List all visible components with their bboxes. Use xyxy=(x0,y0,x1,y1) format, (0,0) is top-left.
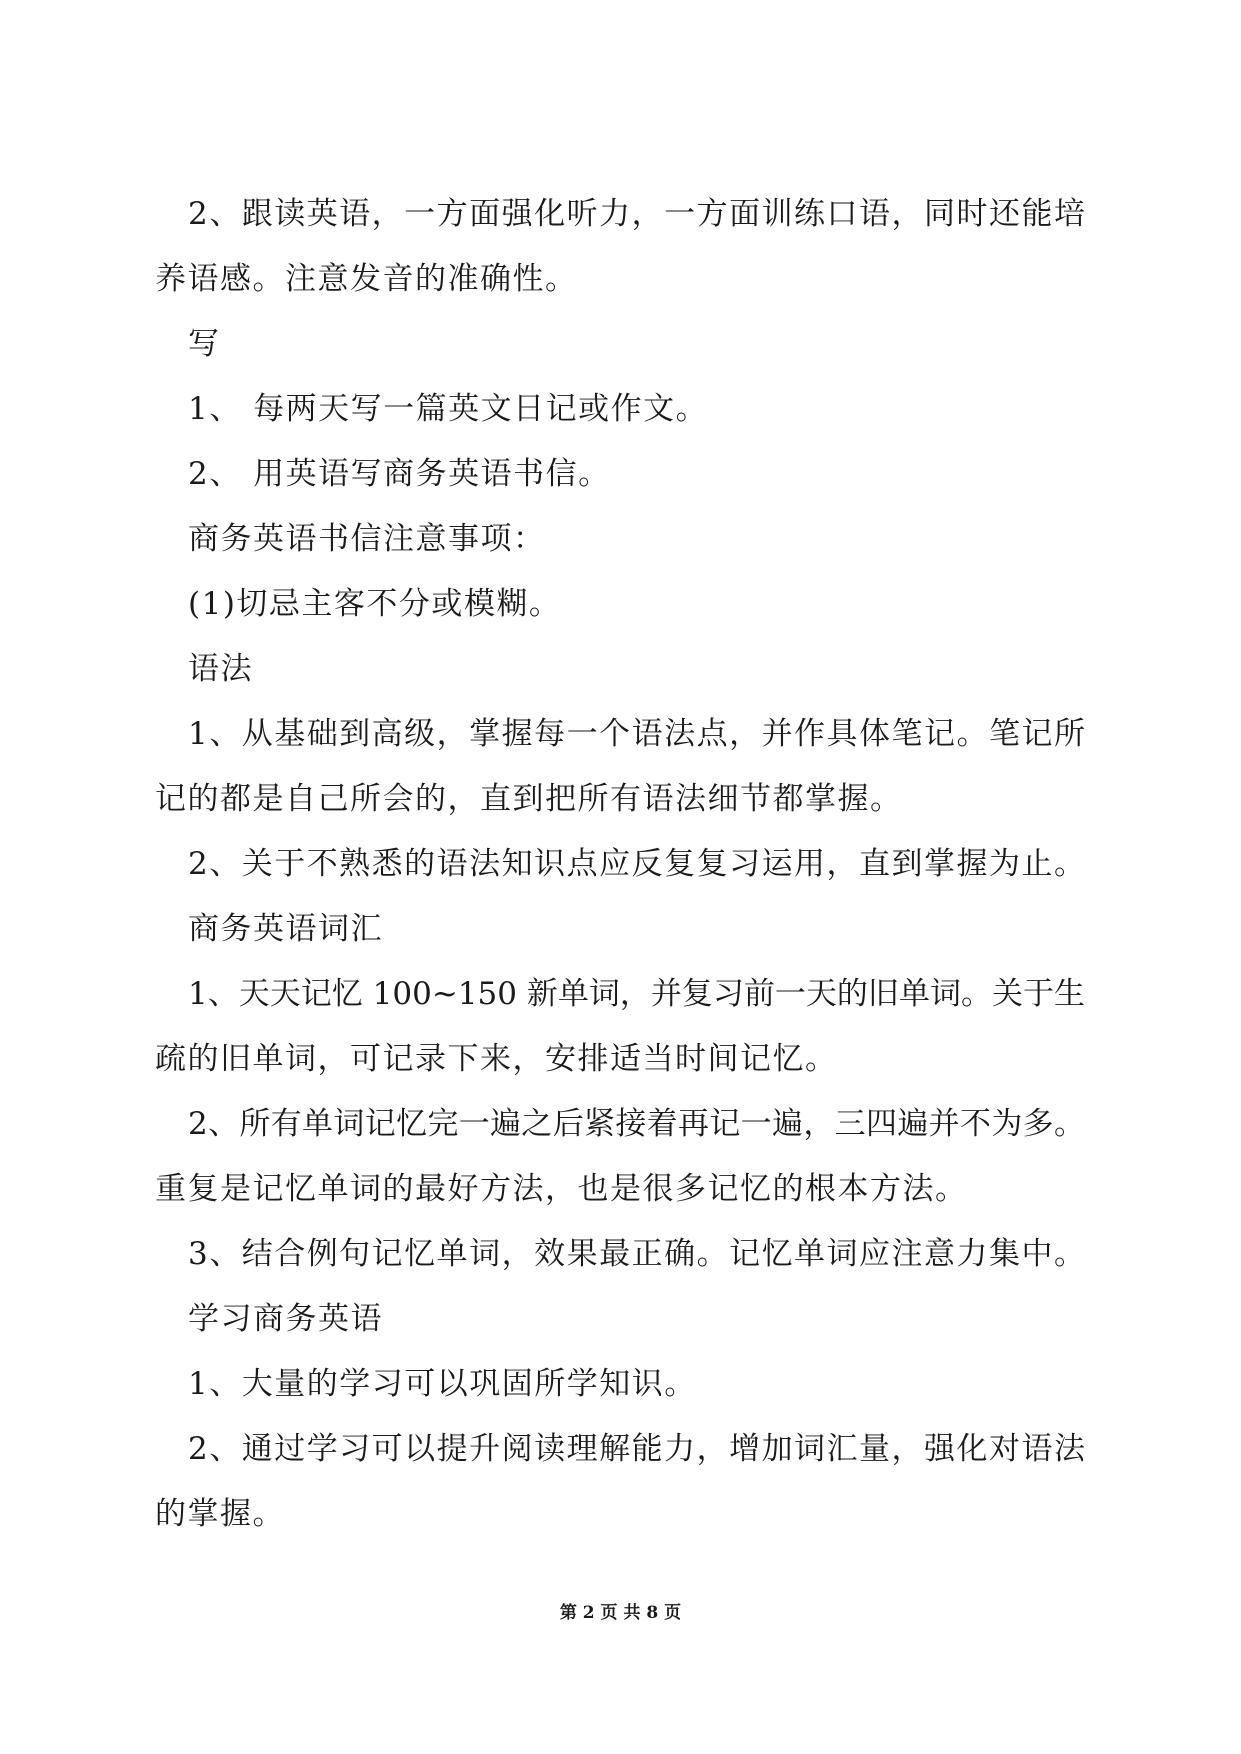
document-body xyxy=(155,182,1085,1547)
paragraph-line: 2、关于不熟悉的语法知识点应反复复习运用，直到掌握为止。 xyxy=(188,846,1085,882)
paragraph-line: 重复是记忆单词的最好方法，也是很多记忆的根本方法。 xyxy=(155,1171,968,1207)
section-heading-writing: 写 xyxy=(188,326,221,362)
subsection-heading: 商务英语书信注意事项： xyxy=(188,521,546,557)
page-number-footer: 第 2 页 共 8 页 xyxy=(559,1603,682,1623)
section-heading-study: 学习商务英语 xyxy=(188,1301,383,1337)
section-heading-grammar: 语法 xyxy=(188,651,253,687)
section-heading-vocabulary: 商务英语词汇 xyxy=(188,911,383,947)
paragraph-line: 3、结合例句记忆单词，效果最正确。记忆单词应注意力集中。 xyxy=(188,1236,1085,1272)
paragraph-line: 2、所有单词记忆完一遍之后紧接着再记一遍，三四遍并不为多。 xyxy=(188,1106,1085,1142)
paragraph-line: 疏的旧单词，可记录下来，安排适当时间记忆。 xyxy=(155,1041,838,1077)
paragraph-line: 的掌握。 xyxy=(155,1496,285,1532)
list-item: 2、 用英语写商务英语书信。 xyxy=(188,456,611,492)
paragraph-line: 2、跟读英语，一方面强化听力，一方面训练口语，同时还能培 xyxy=(188,196,1085,232)
paragraph-line: 养语感。注意发音的准确性。 xyxy=(155,261,578,297)
paragraph-line: 记的都是自己所会的，直到把所有语法细节都掌握。 xyxy=(155,781,903,817)
paragraph-line: 1、从基础到高级，掌握每一个语法点，并作具体笔记。笔记所 xyxy=(188,716,1085,752)
list-item: 1、大量的学习可以巩固所学知识。 xyxy=(188,1366,697,1402)
paragraph-line: 1、天天记忆 100~150 新单词，并复习前一天的旧单词。关于生 xyxy=(188,976,1085,1012)
paragraph-line: 2、通过学习可以提升阅读理解能力，增加词汇量，强化对语法 xyxy=(188,1431,1085,1467)
list-item: (1)切忌主客不分或模糊。 xyxy=(188,586,562,622)
list-item: 1、 每两天写一篇英文日记或作文。 xyxy=(188,391,709,427)
